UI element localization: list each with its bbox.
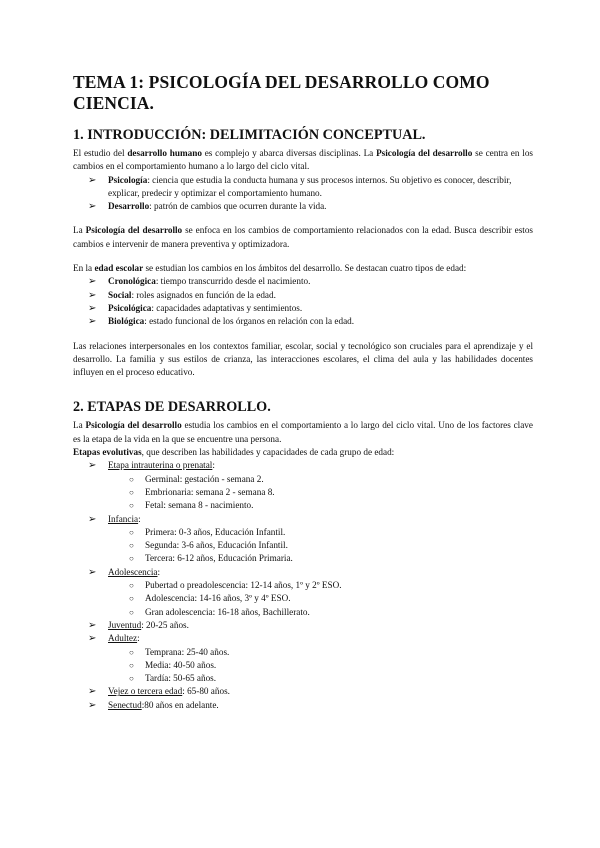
section-1-paragraph-2: La Psicología del desarrollo se enfoca en los cambios de comportamiento relacionados con la edad. Busca describir estos cambios e intervenir de manera preventiva y optimizadora. [73, 225, 533, 249]
section-2-paragraph-1: La Psicología del desarrollo estudia los cambios en el comportamiento a lo largo del ciclo vital. Uno de los factores clave es la etapa de la vida en la que se encuentre una persona. [73, 420, 533, 444]
arrow-bullet-icon: ➢ [88, 201, 97, 213]
arrow-bullet-icon: ➢ [88, 619, 97, 631]
substage-text: Tercera: 6-12 años, Educación Primaria. [145, 553, 293, 564]
circle-bullet-icon: ○ [129, 487, 134, 497]
arrow-bullet-icon: ➢ [88, 513, 97, 525]
substage-item [73, 646, 533, 659]
arrow-bullet-icon: ➢ [88, 699, 97, 711]
arrow-bullet-icon: ➢ [88, 302, 97, 314]
stage-item [73, 632, 533, 645]
list-item: ➢ Desarrollo: patrón de cambios que ocurren durante la vida. [88, 201, 327, 213]
definitions-list [73, 174, 533, 214]
substage-item [73, 579, 533, 592]
substage-text: Temprana: 25-40 años. [145, 646, 230, 657]
stage-name: Vejez o tercera edad [108, 686, 183, 697]
substage-text: Germinal: gestación - semana 2. [145, 473, 264, 484]
stage-name: Infancia [108, 513, 139, 524]
substage-text: Segunda: 3-6 años, Educación Infantil. [145, 540, 288, 551]
arrow-bullet-icon: ➢ [88, 633, 97, 645]
substage-text: Pubertad o preadolescencia: 12-14 años, 1º y 2º ESO. [145, 580, 342, 591]
section-1-paragraph-3: En la edad escolar se estudian los cambios en los ámbitos del desarrollo. Se destacan cuatro tipos de edad: [73, 263, 467, 274]
stage-name: Juventud [108, 619, 142, 630]
stage-item [73, 699, 533, 712]
substage-text: Embrionaria: semana 2 - semana 8. [145, 486, 275, 497]
substage-item [73, 473, 533, 486]
stage-suffix: : 65-80 años. [182, 686, 230, 697]
stage-suffix: : [138, 513, 141, 524]
substage-item [73, 592, 533, 605]
list-item: ➢ Cronológica: tiempo transcurrido desde el nacimiento. [88, 276, 311, 288]
circle-bullet-icon: ○ [129, 607, 134, 617]
circle-bullet-icon: ○ [129, 594, 134, 604]
substage-text: Gran adolescencia: 16-18 años, Bachillerato. [145, 606, 310, 617]
stage-name: Adultez [108, 633, 138, 644]
circle-bullet-icon: ○ [129, 554, 134, 564]
section-1-paragraph-1: El estudio del desarrollo humano es complejo y abarca diversas disciplinas. La Psicología del desarrollo se centra en los cambios en el comportamiento humano a lo largo del ciclo vital. [73, 148, 533, 172]
arrow-bullet-icon: ➢ [88, 276, 97, 288]
age-types-list [73, 275, 533, 328]
stage-name: Etapa intrauterina o prenatal [108, 460, 213, 471]
substage-item [73, 539, 533, 552]
list-item: ➢ Social: roles asignados en función de la edad. [88, 289, 276, 301]
list-item: ➢ Psicología: ciencia que estudia la conducta humana y sus procesos internos. Su objetivo es conocer, describir, explicar, predecir y optimizar el comportamiento humano. [88, 174, 512, 198]
substage-item [73, 499, 533, 512]
substage-text: Media: 40-50 años. [145, 659, 217, 670]
stage-name: Adolescencia [108, 566, 158, 577]
substage-item [73, 552, 533, 565]
circle-bullet-icon: ○ [129, 581, 134, 591]
stage-item [73, 459, 533, 472]
arrow-bullet-icon: ➢ [88, 174, 97, 186]
substage-item [73, 526, 533, 539]
circle-bullet-icon: ○ [129, 674, 134, 684]
list-item: ➢ Biológica: estado funcional de los órganos en relación con la edad. [88, 316, 355, 328]
substage-text: Fetal: semana 8 - nacimiento. [145, 500, 254, 511]
stage-suffix: : [212, 460, 215, 471]
substage-item [73, 672, 533, 685]
circle-bullet-icon: ○ [129, 474, 134, 484]
substage-item [73, 486, 533, 499]
arrow-bullet-icon: ➢ [88, 316, 97, 328]
section-2-heading: 2. ETAPAS DE DESARROLLO. [73, 399, 271, 416]
document-title: TEMA 1: PSICOLOGÍA DEL DESARROLLO COMO CIENCIA. [73, 72, 490, 113]
circle-bullet-icon: ○ [129, 501, 134, 511]
list-item: ➢ Psicológica: capacidades adaptativas y sentimientos. [88, 302, 303, 314]
arrow-bullet-icon: ➢ [88, 460, 97, 472]
substage-text: Adolescencia: 14-16 años, 3º y 4º ESO. [145, 593, 291, 604]
section-1-heading: 1. INTRODUCCIÓN: DELIMITACIÓN CONCEPTUAL. [73, 127, 426, 143]
stage-item [73, 566, 533, 579]
circle-bullet-icon: ○ [129, 647, 134, 657]
substage-item [73, 659, 533, 672]
stage-suffix: : [137, 633, 140, 644]
arrow-bullet-icon: ➢ [88, 566, 97, 578]
substage-item [73, 606, 533, 619]
circle-bullet-icon: ○ [129, 527, 134, 537]
section-1-paragraph-4: Las relaciones interpersonales en los contextos familiar, escolar, social y tecnológico son cruciales para el aprendizaje y el desarrollo. La familia y sus estilos de crianza, las interacciones escolares, el clima del aula y las habilidades docentes influyen en el proceso educativo. [73, 340, 533, 378]
stage-suffix: : [157, 566, 161, 577]
substage-text: Primera: 0-3 años, Educación Infantil. [145, 526, 286, 537]
stage-suffix: : 20-25 años. [141, 619, 189, 630]
stages-list [73, 459, 533, 712]
document-page [73, 72, 533, 712]
section-2-paragraph-2: Etapas evolutivas, que describen las habilidades y capacidades de cada grupo de edad: [73, 447, 395, 458]
stage-item [73, 513, 533, 526]
stage-name: Senectud [108, 699, 142, 710]
arrow-bullet-icon: ➢ [88, 289, 97, 301]
substage-text: Tardía: 50-65 años. [145, 673, 217, 684]
stage-item [73, 685, 533, 698]
stage-suffix: :80 años en adelante. [141, 699, 219, 710]
arrow-bullet-icon: ➢ [88, 686, 97, 698]
circle-bullet-icon: ○ [129, 660, 134, 670]
circle-bullet-icon: ○ [129, 541, 134, 551]
stage-item [73, 619, 533, 632]
